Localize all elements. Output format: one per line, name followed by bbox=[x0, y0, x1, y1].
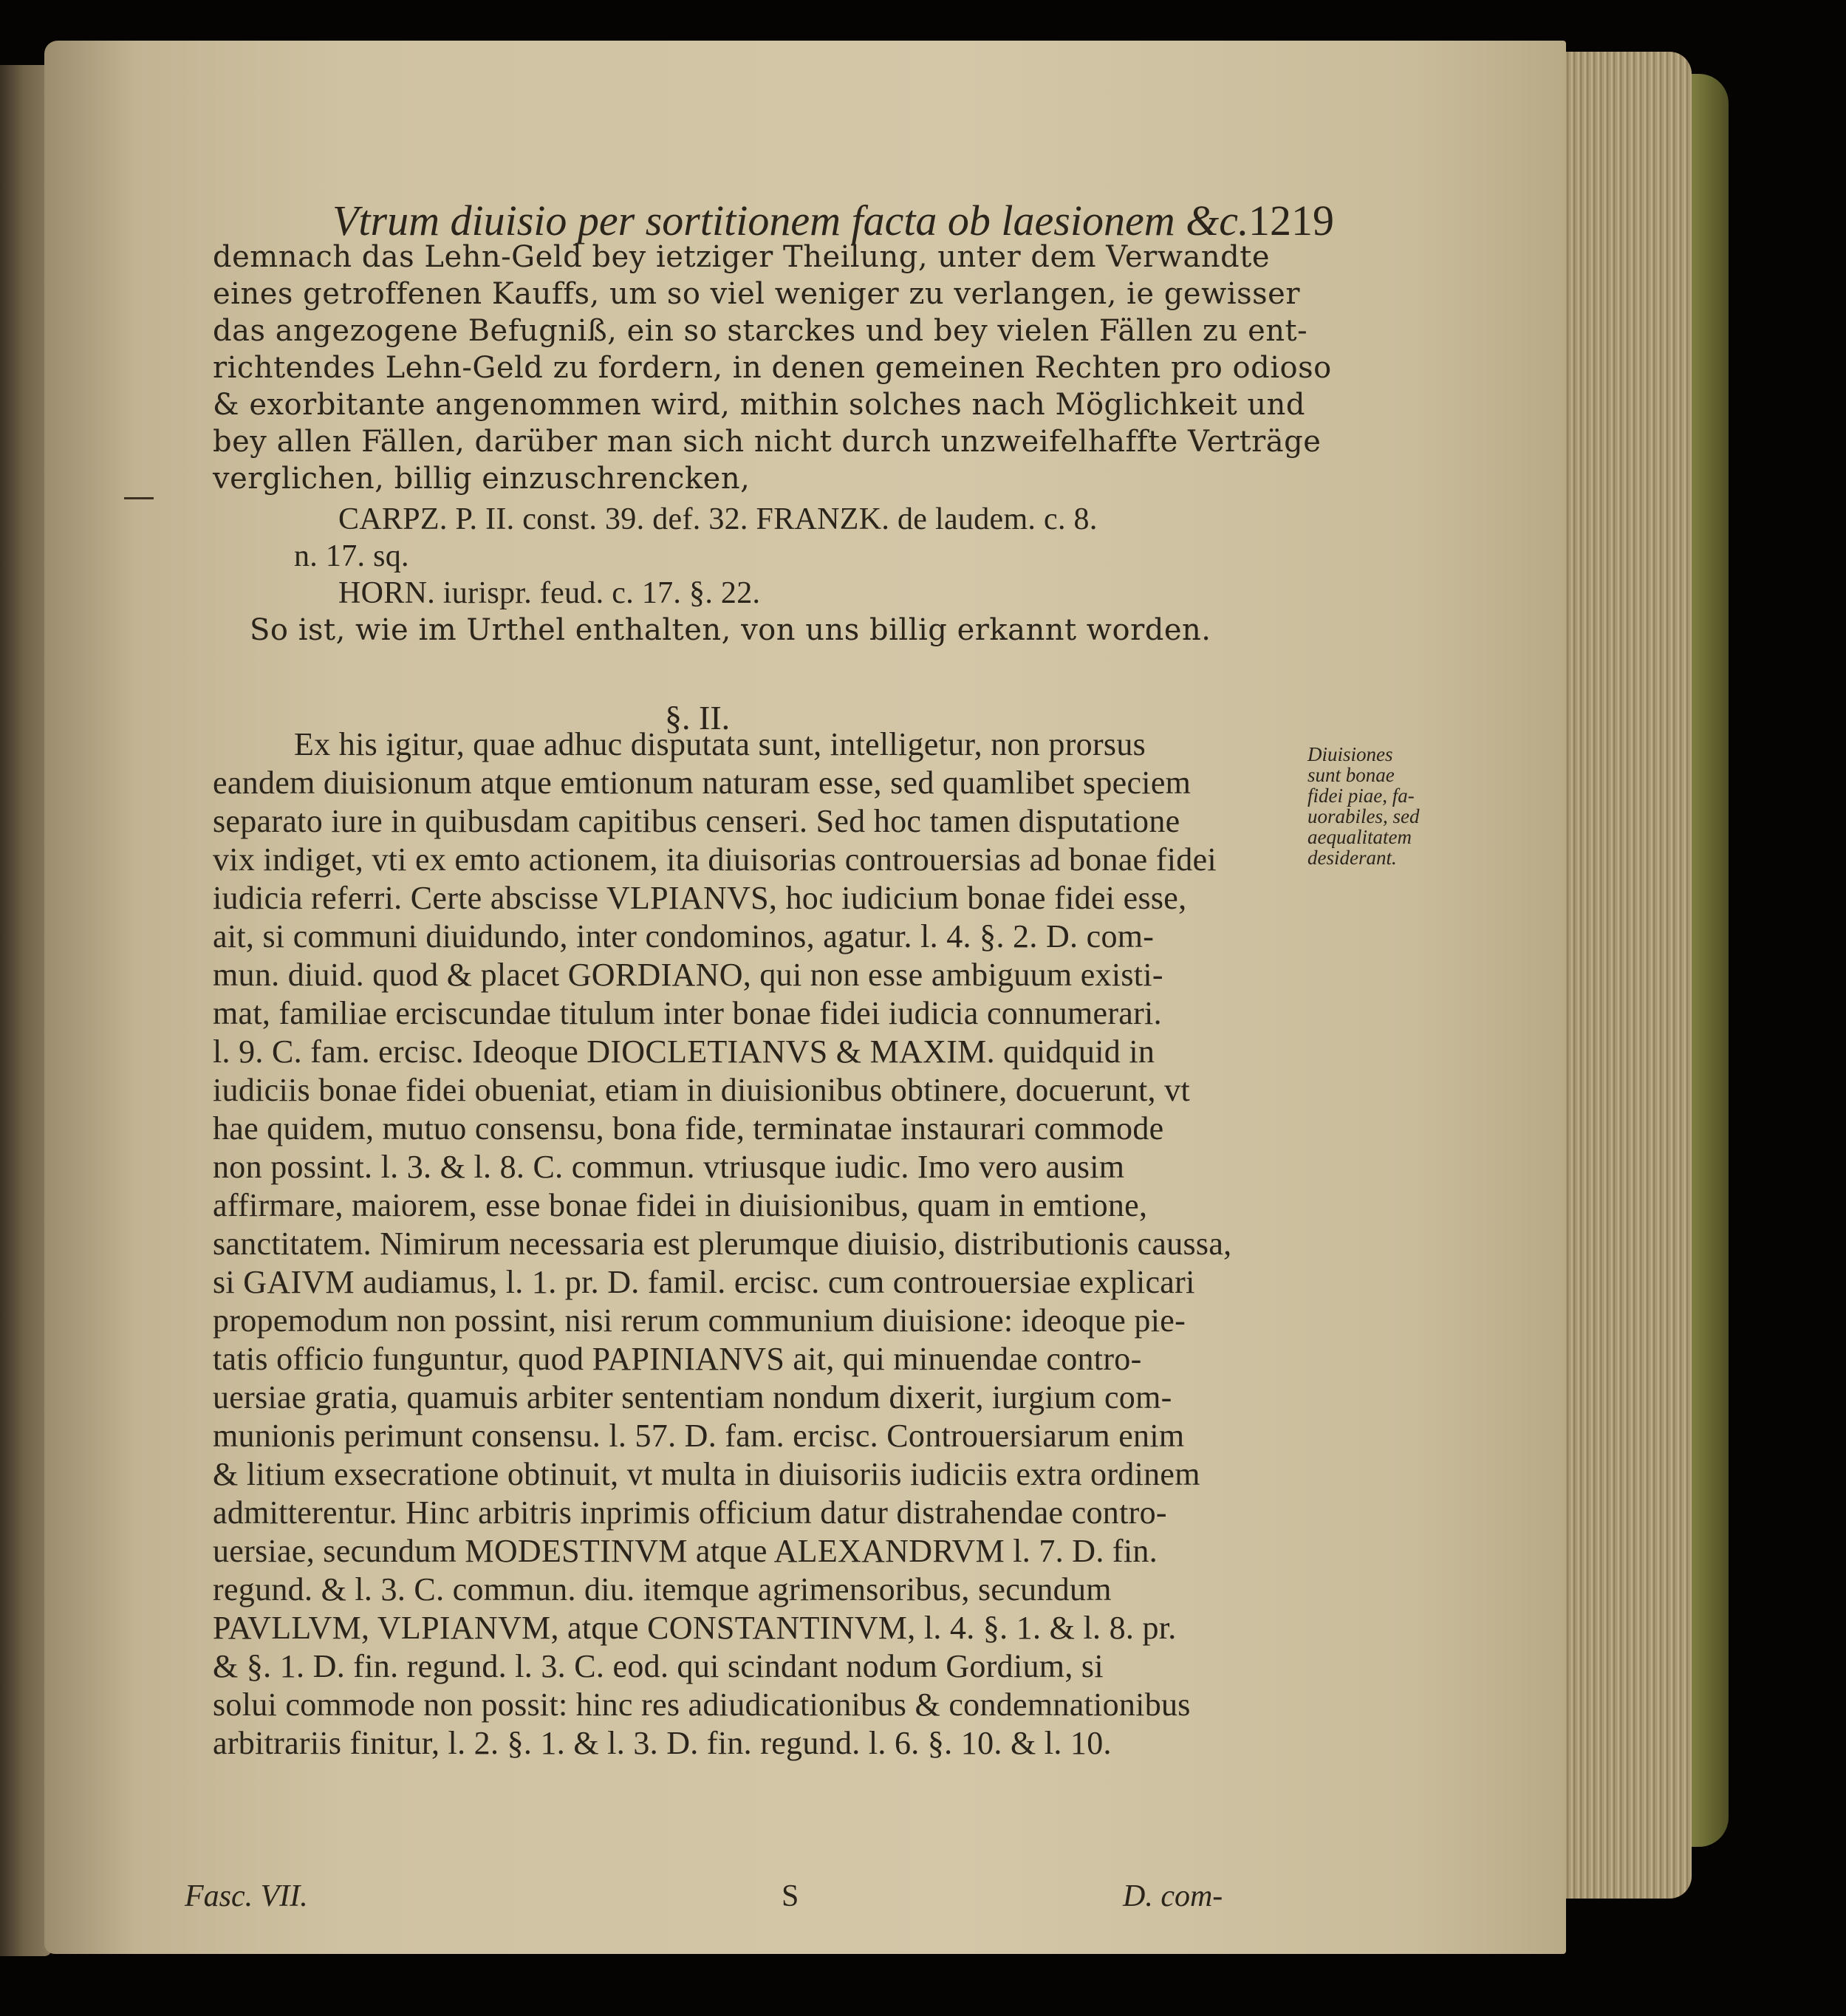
catchword: D. com- bbox=[1123, 1879, 1223, 1913]
margin-note-line: desiderant. bbox=[1307, 847, 1397, 869]
latin-line: mun. diuid. quod & placet GORDIANO, qui non esse ambiguum existi- bbox=[213, 957, 1163, 993]
citation-line: HORN. iurispr. feud. c. 17. §. 22. bbox=[338, 576, 761, 610]
latin-line: mat, familiae erciscundae titulum inter bonae fidei iudicia connumerari. bbox=[213, 995, 1162, 1031]
latin-line: arbitrariis finitur, l. 2. §. 1. & l. 3. D. fin. regund. l. 6. §. 10. & l. 10. bbox=[213, 1725, 1112, 1761]
latin-line: munionis perimunt consensu. l. 57. D. fam. ercisc. Controuersiarum enim bbox=[213, 1418, 1185, 1454]
latin-line: Ex his igitur, quae adhuc disputata sunt, intelligetur, non prorsus bbox=[294, 726, 1146, 762]
latin-line: si GAIVM audiamus, l. 1. pr. D. famil. ercisc. cum controuersiae explicari bbox=[213, 1264, 1195, 1300]
page-number: 1219 bbox=[1248, 197, 1334, 245]
margin-dash bbox=[124, 497, 154, 499]
latin-line: hae quidem, mutuo consensu, bona fide, terminatae instaurari commode bbox=[213, 1110, 1164, 1147]
latin-line: iudicia referri. Certe abscisse VLPIANVS, hoc iudicium bonae fidei esse, bbox=[213, 880, 1187, 916]
margin-note bbox=[1307, 744, 1440, 868]
citation-line: n. 17. sq. bbox=[294, 539, 409, 573]
margin-note-line: Diuisiones bbox=[1307, 743, 1393, 765]
latin-line: tatis officio funguntur, quod PAPINIANVS ait, qui minuendae contro- bbox=[213, 1341, 1142, 1377]
latin-line: admitterentur. Hinc arbitris inprimis officium datur distrahendae contro- bbox=[213, 1494, 1167, 1531]
margin-note-line: aequalitatem bbox=[1307, 826, 1412, 848]
german-line: richtendes Lehn-Geld zu fordern, in denen gemeinen Rechten pro odioso bbox=[213, 351, 1332, 385]
latin-line: & litium exsecratione obtinuit, vt multa in diuisoriis iudiciis extra ordinem bbox=[213, 1456, 1200, 1492]
running-header bbox=[332, 196, 1334, 245]
latin-line: solui commode non possit: hinc res adiudicationibus & condemnationibus bbox=[213, 1687, 1191, 1723]
latin-line: affirmare, maiorem, esse bonae fidei in diuisionibus, quam in emtione, bbox=[213, 1187, 1148, 1223]
conclusion-line: So ist, wie im Urthel enthalten, von uns billig erkannt worden. bbox=[250, 613, 1211, 647]
latin-line: propemodum non possint, nisi rerum communium diuisione: ideoque pie- bbox=[213, 1302, 1186, 1339]
latin-line: regund. & l. 3. C. commun. diu. itemque agrimensoribus, secundum bbox=[213, 1571, 1112, 1607]
latin-line: non possint. l. 3. & l. 8. C. commun. vtriusque iudic. Imo vero ausim bbox=[213, 1149, 1125, 1185]
section-heading: §. II. bbox=[665, 699, 731, 737]
latin-line: ait, si communi diuidundo, inter condominos, agatur. l. 4. §. 2. D. com- bbox=[213, 918, 1155, 954]
latin-line: & §. 1. D. fin. regund. l. 3. C. eod. qui scindant nodum Gordium, si bbox=[213, 1648, 1104, 1684]
latin-line: iudiciis bonae fidei obueniat, etiam in diuisionibus obtinere, docuerunt, vt bbox=[213, 1072, 1190, 1108]
signature-left: Fasc. VII. bbox=[185, 1879, 308, 1913]
margin-note-line: sunt bonae bbox=[1307, 764, 1395, 786]
german-line: eines getroffenen Kauffs, um so viel weniger zu verlangen, ie gewisser bbox=[213, 277, 1300, 311]
running-title: Vtrum diuisio per sortitionem facta ob laesionem &c. bbox=[332, 197, 1249, 245]
german-line: & exorbitante angenommen wird, mithin solches nach Möglichkeit und bbox=[213, 388, 1306, 422]
latin-line: PAVLLVM, VLPIANVM, atque CONSTANTINVM, l. 4. §. 1. & l. 8. pr. bbox=[213, 1610, 1177, 1646]
latin-line: eandem diuisionum atque emtionum naturam esse, sed quamlibet speciem bbox=[213, 765, 1192, 801]
signature-mark: S bbox=[782, 1879, 799, 1913]
latin-line: separato iure in quibusdam capitibus censeri. Sed hoc tamen disputatione bbox=[213, 803, 1180, 839]
latin-line: uersiae gratia, quamuis arbiter sententiam nondum dixerit, iurgium com- bbox=[213, 1379, 1172, 1415]
book-page bbox=[44, 41, 1566, 1954]
citation-line: CARPZ. P. II. const. 39. def. 32. FRANZK. de laudem. c. 8. bbox=[338, 502, 1098, 536]
german-line: demnach das Lehn-Geld bey ietziger Theilung, unter dem Verwandte bbox=[213, 240, 1271, 274]
german-line: bey allen Fällen, darüber man sich nicht durch unzweifelhaffte Verträge bbox=[213, 425, 1322, 459]
german-line: das angezogene Befugniß, ein so starckes und bey vielen Fällen zu ent- bbox=[213, 314, 1308, 348]
latin-line: uersiae, secundum MODESTINVM atque ALEXANDRVM l. 7. D. fin. bbox=[213, 1533, 1158, 1569]
german-line: verglichen, billig einzuschrencken, bbox=[213, 462, 751, 496]
latin-line: l. 9. C. fam. ercisc. Ideoque DIOCLETIANVS & MAXIM. quidquid in bbox=[213, 1033, 1155, 1070]
margin-note-line: uorabiles, sed bbox=[1307, 805, 1420, 827]
margin-note-line: fidei piae, fa- bbox=[1307, 785, 1415, 807]
latin-line: vix indiget, vti ex emto actionem, ita diuisorias controuersias ad bonae fidei bbox=[213, 841, 1217, 878]
latin-line: sanctitatem. Nimirum necessaria est plerumque diuisio, distributionis caussa, bbox=[213, 1226, 1232, 1262]
